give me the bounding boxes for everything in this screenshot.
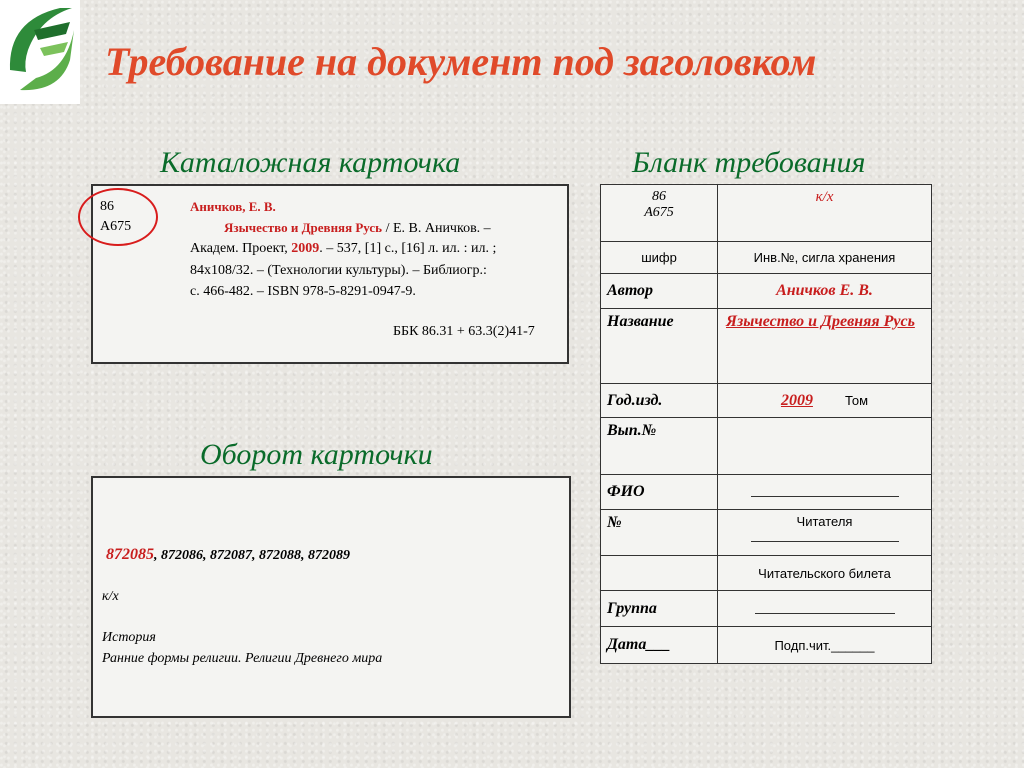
form-group-line-cell xyxy=(718,590,932,627)
collection-note: к/х xyxy=(102,589,119,604)
form-author-value: Аничков Е. В. xyxy=(776,282,873,300)
form-author-value-cell xyxy=(718,274,932,309)
card-back-heading: Оборот карточки xyxy=(200,438,433,471)
form-reader-label: Читателя xyxy=(796,513,853,529)
shelf-mark-highlight xyxy=(78,188,158,246)
form-shelfmark-cell xyxy=(601,185,718,242)
subject-heading-2: Ранние формы религии. Религии Древнего мира xyxy=(102,651,383,666)
form-row-year xyxy=(601,383,932,418)
form-row-shelfmark xyxy=(601,185,932,242)
form-name-label: ФИО xyxy=(601,475,718,510)
card-series-line: 84x108/32. – (Технологии культуры). – Библиогр.: xyxy=(190,263,487,278)
card-isbn-line: с. 466-482. – ISBN 978-5-8291-0947-9. xyxy=(190,284,416,299)
form-author-label: Автор xyxy=(601,274,718,309)
form-name-line xyxy=(751,484,899,497)
form-title-value-cell xyxy=(718,308,932,383)
form-group-label: Группа xyxy=(601,590,718,627)
responsibility: / Е. В. Аничков. – xyxy=(382,221,491,236)
library-logo xyxy=(0,0,80,104)
form-ticket-label: Читательского билета xyxy=(718,556,932,591)
form-row-name xyxy=(601,475,932,510)
form-reader-cell xyxy=(718,509,932,556)
publisher: Академ. Проект, xyxy=(190,241,292,256)
shelf-mark-top: 86 xyxy=(100,199,114,214)
card-title-line xyxy=(224,217,491,239)
book-title: Язычество и Древняя Русь xyxy=(224,220,383,235)
request-form-table xyxy=(600,184,932,664)
form-row-title xyxy=(601,308,932,383)
form-year-cell xyxy=(718,383,932,418)
form-row-cipher xyxy=(601,241,932,273)
form-reader-line xyxy=(751,529,899,542)
form-year-value: 2009 xyxy=(780,391,813,409)
form-title-label: Название xyxy=(601,308,718,383)
form-issue-value xyxy=(718,418,932,475)
form-inv-label: Инв.№, сигла хранения xyxy=(718,241,932,273)
form-kx: к/х xyxy=(815,189,834,205)
form-ticket-empty xyxy=(601,556,718,591)
form-row-author xyxy=(601,274,932,309)
form-row-issue xyxy=(601,418,932,475)
form-number-label: № xyxy=(601,509,718,556)
publication-year: 2009 xyxy=(291,241,320,256)
form-title-value: Язычество и Древняя Русь xyxy=(726,312,915,330)
form-name-line-cell xyxy=(718,475,932,510)
inventory-first: 872085 xyxy=(106,546,154,563)
form-group-line xyxy=(755,601,895,614)
form-kx-cell xyxy=(718,185,932,242)
form-row-number xyxy=(601,509,932,556)
form-cipher-label: шифр xyxy=(601,241,718,273)
page-title: Требование на документ под заголовком xyxy=(105,39,817,84)
form-volume-label: Том xyxy=(844,392,869,408)
form-year-label: Год.изд. xyxy=(601,383,718,418)
form-shelf-bottom: А675 xyxy=(644,205,674,220)
form-sign-label: Подп.чит.______ xyxy=(718,627,932,664)
form-row-date xyxy=(601,627,932,664)
shelf-mark-bottom: А675 xyxy=(100,219,132,234)
bbk-code: ББК 86.31 + 63.3(2)41-7 xyxy=(393,324,535,339)
card-publisher-line xyxy=(190,238,496,259)
request-form-heading: Бланк требования xyxy=(632,146,866,179)
author-heading: Аничков, Е. В. xyxy=(190,199,276,214)
form-date-label: Дата___ xyxy=(601,627,718,664)
catalog-card-heading: Каталожная карточка xyxy=(160,146,461,179)
extent: . – 537, [1] с., [16] л. ил. : ил. ; xyxy=(319,241,497,256)
inventory-numbers xyxy=(106,544,350,566)
subject-heading-1: История xyxy=(102,630,156,645)
inventory-rest: , 872086, 872087, 872088, 872089 xyxy=(154,548,350,563)
form-row-group xyxy=(601,590,932,627)
card-back xyxy=(91,476,571,718)
form-shelf-top: 86 xyxy=(652,189,666,204)
form-row-ticket xyxy=(601,556,932,591)
form-issue-label: Вып.№ xyxy=(601,418,718,475)
